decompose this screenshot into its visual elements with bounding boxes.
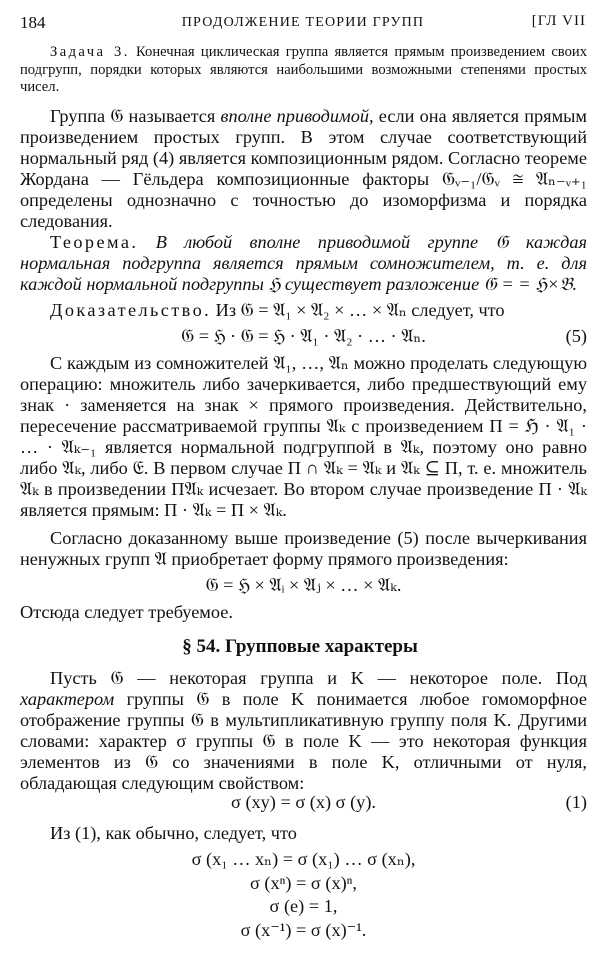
formula-line: σ (x⁻¹) = σ (x)⁻¹. [240,919,367,940]
theorem-label: Теорема. [50,232,139,252]
equation-formula: 𝔊 = ℌ · 𝔊 = ℌ · 𝔄₁ · 𝔄₂ · … · 𝔄ₙ. [181,326,426,346]
equation-1 [20,792,587,814]
paragraph-character [20,668,587,794]
equation-number: (5) [565,326,587,346]
chapter-label: [ГЛ VII [531,13,586,29]
page-header [20,13,586,37]
running-title: ПРОДОЛЖЕНИЕ ТЕОРИИ ГРУПП [181,15,425,30]
text-run: Пусть 𝔊 — некоторая группа и K — некоторое поле. Под [50,668,587,688]
text-run: Группа 𝔊 называется [50,106,221,126]
paragraph-proved: Согласно доказанному выше произведение (5) после вычеркивания ненужных групп 𝔄 приобретает форму прямого произведения: [20,528,587,569]
paragraph-irreducible [20,106,587,232]
problem-text: Конечная циклическая группа является прямым произведением своих подгрупп, порядки которых являются наибольшими возможными степенями простых чисел. [20,44,588,95]
formula-line: σ (x₁ … xₙ) = σ (x₁) … σ (xₙ), [191,849,416,869]
section-title: § 54. Групповые характеры [182,636,418,657]
equation-formula: σ (xy) = σ (x) σ (y). [231,792,376,812]
formula-line: σ (xⁿ) = σ (x)ⁿ, [249,872,358,893]
text-run: , если она является прямым произведением простых групп. В этом случае соответствующий нормальный ряд (4) является композиционным рядом. Согласно теореме Жордана — Гёльдера композиционные факторы 𝔊ᵥ₋₁/𝔊ᵥ ≅ 𝔄ₙ₋ᵥ₊₁ определены однозначно с точностью до изоморфизма и порядка следования. [20,106,587,231]
proof-label: Доказательство. [50,300,212,320]
formula-line: σ (e) = 1, [269,896,338,916]
follows-text: Из (1), как обычно, следует, что [50,823,297,843]
problem-label: Задача 3. [50,44,130,60]
text-run: группы 𝔊 в поле K понимается любое гомоморфное отображение группы 𝔊 в мультипликативную группу поля K. Другими словами: характер σ группы 𝔊 в поле K — это некоторая функция элементов из 𝔊 со значениями в поле K, отличными от нуля, обладающая следующим свойством: [20,689,587,793]
consequences [20,848,587,942]
equation-direct-product [20,575,587,597]
conclusion: Отсюда следует требуемое. [20,602,233,622]
equation-formula: 𝔊 = ℌ × 𝔄ᵢ × 𝔄ⱼ × … × 𝔄ₖ. [205,575,402,595]
paragraph-factors: С каждым из сомножителей 𝔄₁, …, 𝔄ₙ можно проделать следующую операцию: множитель либо зачеркивается, либо предшествующий ему знак · заменяется на знак × прямого произведения. Действительно, пересечение рассматриваемой группы 𝔄ₖ с произведением Π = ℌ · 𝔄₁ · … · 𝔄ₖ₋₁ является нормальной подгруппой в 𝔄ₖ, поэтому оно равно либо 𝔄ₖ, либо 𝔈. В первом случае Π ∩ 𝔄ₖ = 𝔄ₖ и 𝔄ₖ ⊆ Π, т. е. множитель 𝔄ₖ в произведении Π𝔄ₖ исчезает. Во втором случае произведение Π · 𝔄ₖ является прямым: Π · 𝔄ₖ = Π × 𝔄ₖ. [20,353,587,520]
term-emphasis: характером [20,689,115,709]
proof-text: Из 𝔊 = 𝔄₁ × 𝔄₂ × … × 𝔄ₙ следует, что [211,300,505,320]
equation-5 [20,326,587,348]
equation-number: (1) [565,792,587,812]
proof-start [20,300,587,321]
theorem-text: В любой вполне приводимой группе 𝔊 каждая нормальная подгруппа является прямым сомножителем, т. е. для каждой нормальной подгруппы ℌ существует разложение 𝔊 = = ℌ×𝔅. [20,232,587,294]
page-number: 184 [20,13,46,32]
theorem [20,232,587,295]
problem-3 [20,44,587,97]
term-emphasis: вполне приводимой [220,106,370,126]
